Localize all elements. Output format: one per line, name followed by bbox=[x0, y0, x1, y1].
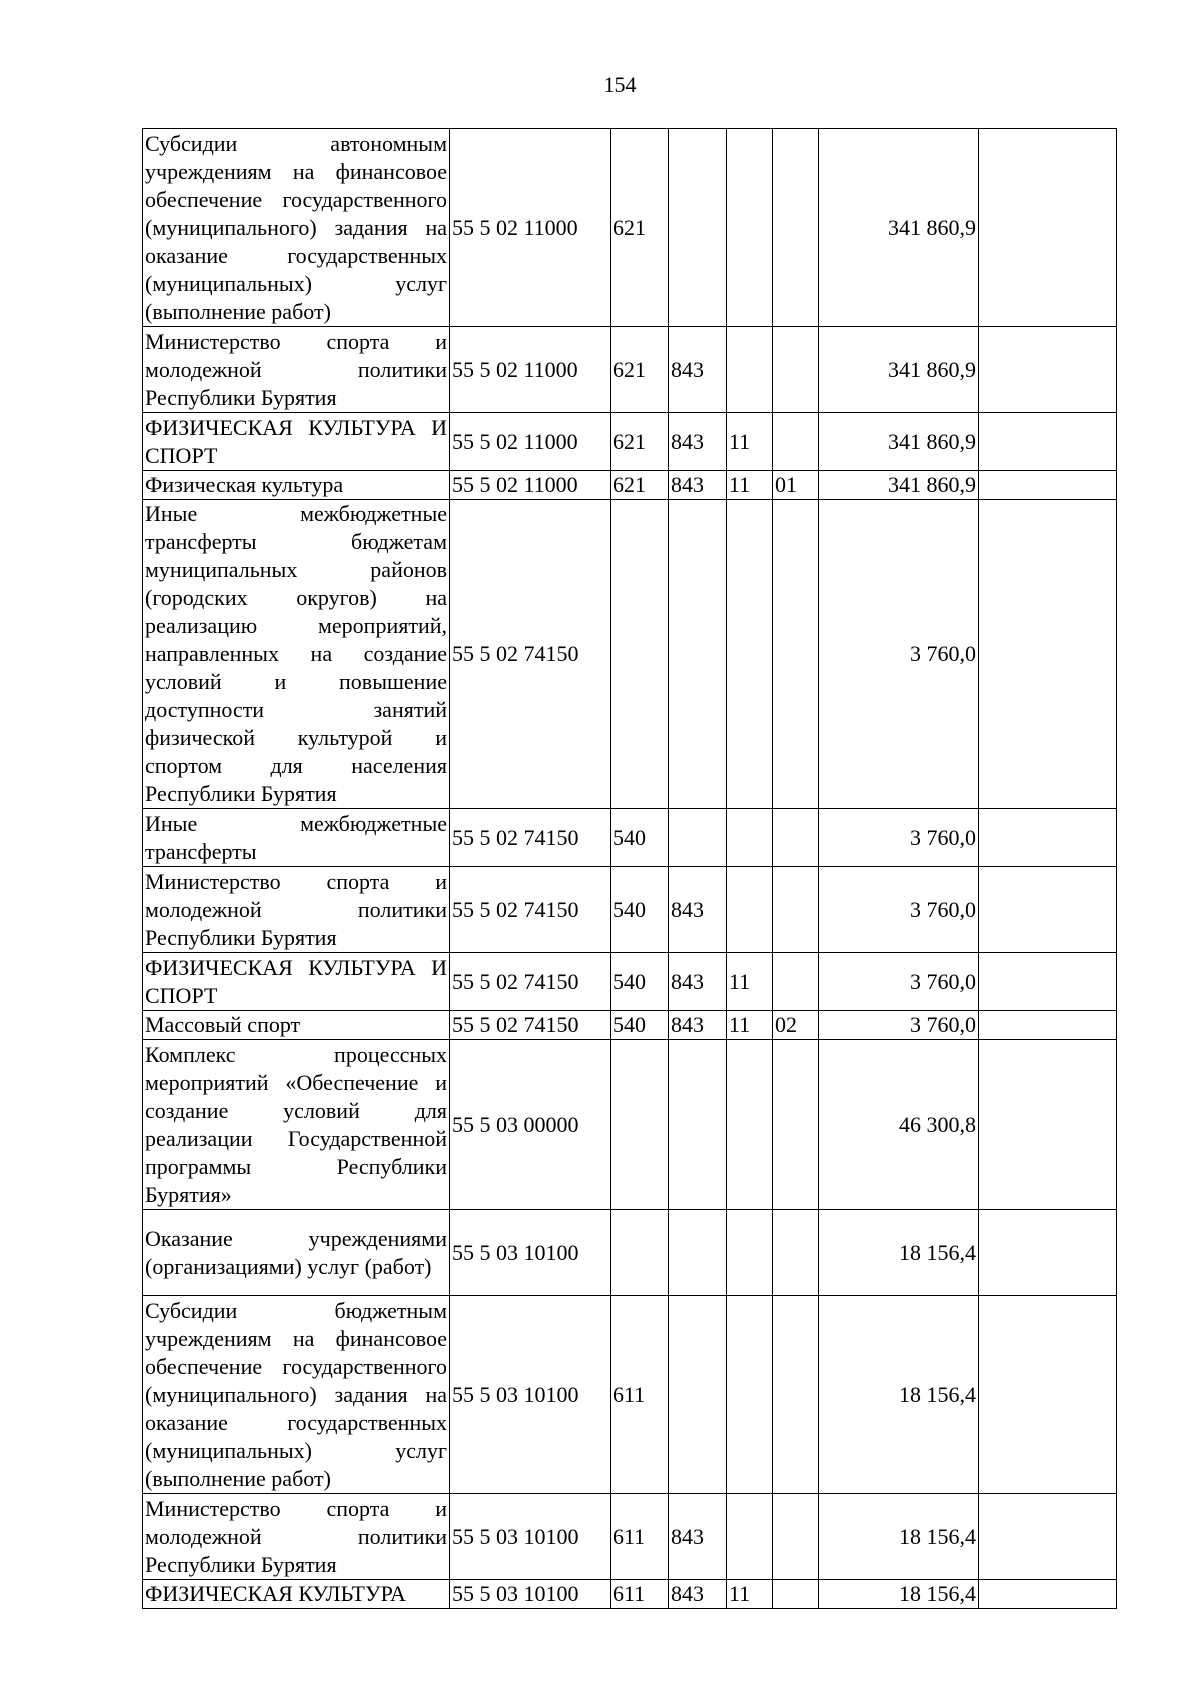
page-number: 154 bbox=[603, 72, 637, 97]
amount: 341 860,9 bbox=[819, 413, 979, 471]
amount: 3 760,0 bbox=[819, 809, 979, 867]
amount: 341 860,9 bbox=[819, 327, 979, 413]
amount: 3 760,0 bbox=[819, 867, 979, 953]
empty-cell bbox=[979, 1210, 1117, 1296]
expense-type: 611 bbox=[611, 1494, 669, 1580]
ministry-code bbox=[669, 1210, 727, 1296]
table-row bbox=[143, 953, 1117, 1011]
table-row bbox=[143, 471, 1117, 500]
amount: 3 760,0 bbox=[819, 1011, 979, 1040]
ministry-code bbox=[669, 1040, 727, 1210]
amount: 18 156,4 bbox=[819, 1580, 979, 1609]
table-row bbox=[143, 867, 1117, 953]
amount: 3 760,0 bbox=[819, 500, 979, 809]
row-description: Комплекс процессных мероприятий «Обеспечение и создание условий для реализации Государственной программы Республики Бурятия» bbox=[143, 1040, 450, 1210]
section-code bbox=[727, 1494, 773, 1580]
ministry-code bbox=[669, 129, 727, 327]
expense-type: 540 bbox=[611, 809, 669, 867]
ministry-code: 843 bbox=[669, 1494, 727, 1580]
subsection-code bbox=[773, 809, 819, 867]
expense-type: 540 bbox=[611, 1011, 669, 1040]
table-row bbox=[143, 1210, 1117, 1296]
section-code: 11 bbox=[727, 953, 773, 1011]
section-code bbox=[727, 809, 773, 867]
subsection-code bbox=[773, 129, 819, 327]
subsection-code: 01 bbox=[773, 471, 819, 500]
empty-cell bbox=[979, 471, 1117, 500]
subsection-code bbox=[773, 327, 819, 413]
row-description: Иные межбюджетные трансферты bbox=[143, 809, 450, 867]
expense-type: 621 bbox=[611, 471, 669, 500]
row-description: Министерство спорта и молодежной политики Республики Бурятия bbox=[143, 867, 450, 953]
amount: 46 300,8 bbox=[819, 1040, 979, 1210]
subsection-code bbox=[773, 1580, 819, 1609]
table-row bbox=[143, 1296, 1117, 1494]
section-code bbox=[727, 129, 773, 327]
row-description: ФИЗИЧЕСКАЯ КУЛЬТУРА И СПОРТ bbox=[143, 413, 450, 471]
target-code: 55 5 02 74150 bbox=[450, 1011, 611, 1040]
empty-cell bbox=[979, 867, 1117, 953]
empty-cell bbox=[979, 1011, 1117, 1040]
expense-type: 621 bbox=[611, 327, 669, 413]
expense-type: 540 bbox=[611, 953, 669, 1011]
expense-type: 540 bbox=[611, 867, 669, 953]
subsection-code: 02 bbox=[773, 1011, 819, 1040]
empty-cell bbox=[979, 500, 1117, 809]
row-description: Физическая культура bbox=[143, 471, 450, 500]
target-code: 55 5 02 11000 bbox=[450, 413, 611, 471]
ministry-code bbox=[669, 809, 727, 867]
table-row bbox=[143, 129, 1117, 327]
ministry-code: 843 bbox=[669, 413, 727, 471]
section-code bbox=[727, 867, 773, 953]
target-code: 55 5 02 74150 bbox=[450, 500, 611, 809]
empty-cell bbox=[979, 327, 1117, 413]
row-description: Министерство спорта и молодежной политики Республики Бурятия bbox=[143, 1494, 450, 1580]
expense-type bbox=[611, 1040, 669, 1210]
section-code bbox=[727, 1296, 773, 1494]
target-code: 55 5 03 10100 bbox=[450, 1580, 611, 1609]
empty-cell bbox=[979, 809, 1117, 867]
empty-cell bbox=[979, 1494, 1117, 1580]
row-description: ФИЗИЧЕСКАЯ КУЛЬТУРА И СПОРТ bbox=[143, 953, 450, 1011]
amount: 18 156,4 bbox=[819, 1494, 979, 1580]
ministry-code: 843 bbox=[669, 1011, 727, 1040]
subsection-code bbox=[773, 867, 819, 953]
subsection-code bbox=[773, 953, 819, 1011]
target-code: 55 5 02 11000 bbox=[450, 327, 611, 413]
target-code: 55 5 03 10100 bbox=[450, 1494, 611, 1580]
row-description: Иные межбюджетные трансферты бюджетам муниципальных районов (городских округов) на реализацию мероприятий, направленных на создание условий и повышение доступности занятий физической культурой и спортом для населения Республики Бурятия bbox=[143, 500, 450, 809]
subsection-code bbox=[773, 1210, 819, 1296]
subsection-code bbox=[773, 413, 819, 471]
table-row bbox=[143, 1011, 1117, 1040]
empty-cell bbox=[979, 1580, 1117, 1609]
table-row bbox=[143, 500, 1117, 809]
amount: 341 860,9 bbox=[819, 129, 979, 327]
target-code: 55 5 02 74150 bbox=[450, 953, 611, 1011]
row-description: Массовый спорт bbox=[143, 1011, 450, 1040]
amount: 3 760,0 bbox=[819, 953, 979, 1011]
target-code: 55 5 03 10100 bbox=[450, 1210, 611, 1296]
table-row bbox=[143, 413, 1117, 471]
amount: 341 860,9 bbox=[819, 471, 979, 500]
expense-type: 621 bbox=[611, 413, 669, 471]
section-code bbox=[727, 500, 773, 809]
expense-type: 611 bbox=[611, 1296, 669, 1494]
section-code bbox=[727, 1210, 773, 1296]
ministry-code: 843 bbox=[669, 327, 727, 413]
row-description: ФИЗИЧЕСКАЯ КУЛЬТУРА bbox=[143, 1580, 450, 1609]
empty-cell bbox=[979, 1040, 1117, 1210]
table-row bbox=[143, 1494, 1117, 1580]
row-description: Субсидии автономным учреждениям на финансовое обеспечение государственного (муниципального) задания на оказание государственных (муниципальных) услуг (выполнение работ) bbox=[143, 129, 450, 327]
section-code: 11 bbox=[727, 471, 773, 500]
section-code bbox=[727, 327, 773, 413]
ministry-code bbox=[669, 1296, 727, 1494]
target-code: 55 5 02 74150 bbox=[450, 809, 611, 867]
target-code: 55 5 02 11000 bbox=[450, 471, 611, 500]
row-description: Оказание учреждениями (организациями) услуг (работ) bbox=[143, 1210, 450, 1296]
section-code: 11 bbox=[727, 413, 773, 471]
row-description: Субсидии бюджетным учреждениям на финансовое обеспечение государственного (муниципального) задания на оказание государственных (муниципальных) услуг (выполнение работ) bbox=[143, 1296, 450, 1494]
target-code: 55 5 02 74150 bbox=[450, 867, 611, 953]
ministry-code: 843 bbox=[669, 471, 727, 500]
ministry-code: 843 bbox=[669, 867, 727, 953]
subsection-code bbox=[773, 1494, 819, 1580]
ministry-code: 843 bbox=[669, 1580, 727, 1609]
table-row bbox=[143, 809, 1117, 867]
target-code: 55 5 03 10100 bbox=[450, 1296, 611, 1494]
table-body bbox=[143, 129, 1117, 1609]
subsection-code bbox=[773, 1040, 819, 1210]
empty-cell bbox=[979, 413, 1117, 471]
table-row bbox=[143, 327, 1117, 413]
section-code: 11 bbox=[727, 1011, 773, 1040]
subsection-code bbox=[773, 500, 819, 809]
amount: 18 156,4 bbox=[819, 1296, 979, 1494]
expense-type bbox=[611, 500, 669, 809]
target-code: 55 5 02 11000 bbox=[450, 129, 611, 327]
target-code: 55 5 03 00000 bbox=[450, 1040, 611, 1210]
budget-table bbox=[142, 128, 1117, 1609]
amount: 18 156,4 bbox=[819, 1210, 979, 1296]
ministry-code: 843 bbox=[669, 953, 727, 1011]
section-code: 11 bbox=[727, 1580, 773, 1609]
subsection-code bbox=[773, 1296, 819, 1494]
section-code bbox=[727, 1040, 773, 1210]
expense-type: 611 bbox=[611, 1580, 669, 1609]
empty-cell bbox=[979, 953, 1117, 1011]
empty-cell bbox=[979, 1296, 1117, 1494]
table-row bbox=[143, 1040, 1117, 1210]
expense-type: 621 bbox=[611, 129, 669, 327]
ministry-code bbox=[669, 500, 727, 809]
empty-cell bbox=[979, 129, 1117, 327]
expense-type bbox=[611, 1210, 669, 1296]
row-description: Министерство спорта и молодежной политики Республики Бурятия bbox=[143, 327, 450, 413]
table-row bbox=[143, 1580, 1117, 1609]
